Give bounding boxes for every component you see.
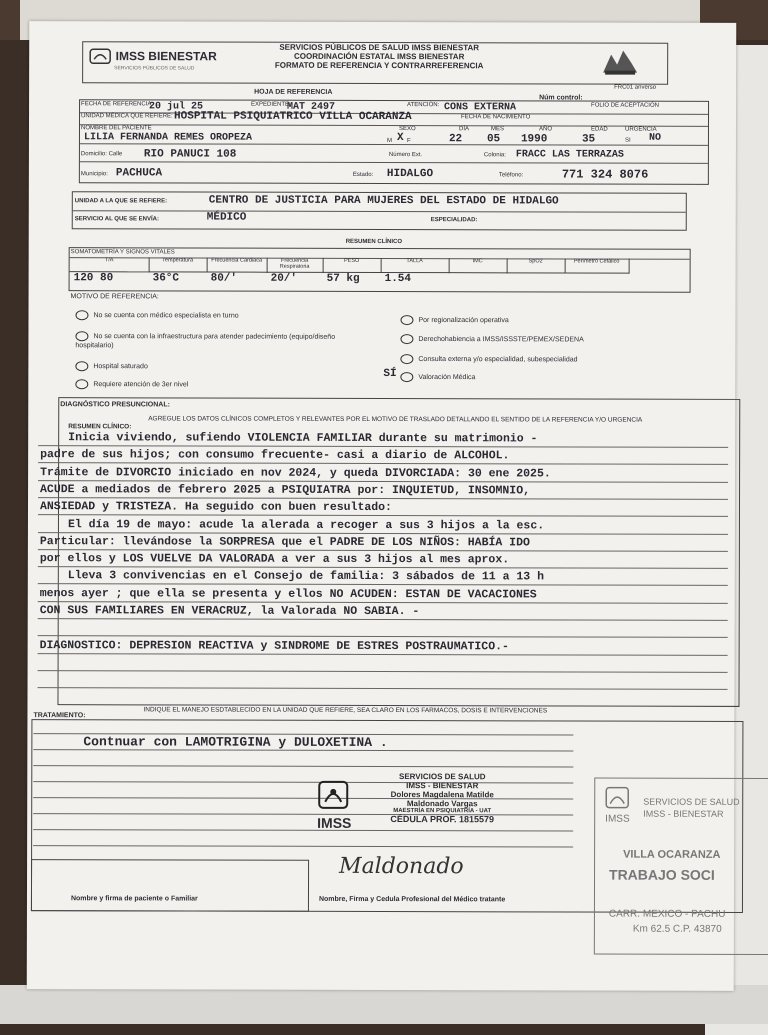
logo — [89, 47, 239, 71]
vitals-header: Frecuencia Respiratoria — [267, 258, 324, 273]
diagnostic-line: menos ayer ; que ella se presenta y ellos NO ACUDEN: ESTAN DE VACACIONES — [39, 586, 537, 602]
nacimiento-label: FECHA DE NACIMIENTO — [461, 114, 531, 121]
vitals-value: 57 kg — [326, 272, 360, 285]
vitals-title: SOMATOMETRÍA Y SIGNOS VITALES — [70, 249, 175, 256]
diagnostico-title: DIAGNÓSTICO PRESUNCIONAL: — [60, 401, 170, 409]
unidad-label: UNIDAD MÉDICA QUE REFIERE: — [81, 113, 173, 120]
resumen-label: RESUMEN CLÍNICO: — [68, 423, 132, 431]
diagnostic-line: ACUDE a mediados de febrero 2025 a PSIQUIATRA por: INQUIETUD, INSOMNIO, — [40, 482, 531, 498]
motivo-option-label: Consulta externa y/o especialidad, subespecialidad — [418, 355, 578, 364]
dia-label: DÍA — [458, 126, 470, 133]
resumen-instruction: AGREGUE LOS DATOS CLÍNICOS COMPLETOS Y RELEVANTES POR EL MOTIVO DE TRASLADO DETALLANDO EL SENTIDO DE LA REFERENCIA Y/O URGENCIA — [148, 415, 643, 424]
stamp2-line-4: TRABAJO SOCI — [609, 866, 715, 883]
bottom-sheet — [0, 985, 768, 1024]
motivo-option — [400, 315, 508, 325]
anio-label: AÑO — [538, 126, 553, 133]
expediente-label: EXPEDIENTE: — [251, 101, 291, 108]
stamp2-imss: IMSS — [605, 813, 630, 825]
municipio-value: PACHUCA — [115, 167, 163, 180]
diagnostic-line: CON SUS FAMILIARES EN VERACRUZ, la Valorada NO SABIA. - — [39, 604, 420, 619]
colonia-value: FRACC LAS TERRAZAS — [515, 149, 624, 161]
diagnostic-line: Particular: llevándose la SORPRESA que el PADRE DE LOS NIÑOS: HABÍA IDO — [39, 534, 530, 550]
vitals-value: 80/' — [210, 272, 238, 285]
especialidad-label: ESPECIALIDAD: — [430, 217, 478, 224]
stamp2-line-3: VILLA OCARANZA — [623, 848, 721, 861]
servicio-value: MÉDICO — [206, 211, 247, 224]
doctor-signature: Maldonado — [339, 853, 464, 880]
vitals-value: 20/' — [270, 272, 298, 285]
stamp2-line-6: Km 62.5 C.P. 43870 — [632, 923, 722, 935]
stamp2-line-2: IMSS - BIENESTAR — [643, 808, 724, 819]
form-code: FRC01 anverso — [614, 84, 657, 91]
fecha-value: 20 jul 25 — [149, 101, 204, 113]
option-circle-icon[interactable] — [400, 372, 413, 382]
diagnostic-line: Trámite de DIVORCIO iniciado en nov 2024, y queda DIVORCIADA: 30 ene 2025. — [40, 465, 551, 481]
sexo-m: M — [386, 138, 392, 145]
motivo-option-label: No se cuenta con médico especialista en turno — [93, 312, 239, 320]
anio-value: 1990 — [520, 133, 548, 146]
stamp2-line-1: SERVICIOS DE SALUD — [643, 796, 740, 807]
atencion-label: ATENCIÓN: — [407, 102, 440, 109]
sexo-label: SEXO — [398, 126, 416, 133]
telefono-value: 771 324 8076 — [561, 167, 649, 182]
option-circle-icon[interactable] — [75, 310, 88, 320]
diagnostic-line: por ellos y LOS VUELVE DA VALORADA a ver a sus 3 hijos al mes aprox. — [39, 552, 510, 567]
dia-value: 22 — [448, 133, 463, 146]
option-circle-icon[interactable] — [400, 315, 413, 325]
domicilio-label: Domicilio: Calle — [80, 151, 123, 158]
stamp2-logo — [605, 787, 630, 825]
imss-logo-icon — [605, 787, 629, 809]
motivo-option — [400, 334, 583, 344]
stamp-line-4: Maldonado Vargas — [406, 799, 478, 809]
state-coat-of-arms-icon — [601, 47, 639, 77]
expediente-value: MAT 2497 — [287, 101, 336, 113]
stamp-line-5: MAESTRÍA EN PSIQUIATRÍA - UAT — [393, 808, 492, 815]
tratamiento-title: TRATAMIENTO: — [33, 712, 86, 720]
telefono-label: Teléfono: — [498, 172, 524, 179]
option-circle-icon[interactable] — [75, 331, 88, 341]
sheet-title: HOJA DE REFERENCIA — [254, 88, 333, 96]
option-circle-icon[interactable] — [400, 354, 413, 364]
stamp-line-3: Dolores Magdalena Matilde — [390, 790, 494, 800]
colonia-label: Colonia: — [483, 152, 506, 159]
folio-label: FOLIO DE ACEPTACIÓN — [591, 102, 659, 109]
stamp-line-6: CÉDULA PROF. 1815579 — [390, 814, 495, 825]
vitals-header: Frecuencia Cardiaca — [207, 258, 268, 273]
motivo-option-label: Requiere atención de 3er nivel — [93, 381, 189, 389]
option-circle-icon[interactable] — [400, 334, 413, 344]
paciente-value: LILIA FERNANDA REMES OROPEZA — [83, 132, 253, 144]
atencion-value: CONS EXTERNA — [444, 102, 517, 114]
imss-eagle-icon — [89, 48, 111, 64]
sexo-f: F — [406, 138, 411, 145]
motivo-mark: SÍ — [383, 368, 397, 381]
urgencia-si: SI — [624, 137, 631, 144]
urgencia-no: NO — [648, 132, 661, 144]
edad-label: EDAD — [590, 126, 608, 133]
motivo-option — [75, 310, 365, 321]
vitals-header: SpO2 — [507, 258, 566, 273]
tratamiento-instruction: INDIQUE EL MANEJO ESDTABLECIDO EN LA UNIDAD QUE REFIERE, SEA CLARO EN LOS FARMACOS, DOSIS E INTERVENCIONES — [143, 706, 548, 715]
motivo-option — [400, 372, 475, 382]
vitals-header: Perímetro Cefálico — [565, 258, 630, 273]
domicilio-value: RIO PANUCI 108 — [143, 148, 237, 161]
imss-stamp-logo — [317, 780, 352, 831]
mes-label: MES — [490, 126, 505, 133]
motivo-option-label: Hospital saturado — [93, 363, 148, 371]
unidad-refiere-value: CENTRO DE JUSTICIA PARA MUJERES DEL ESTADO DE HIDALGO — [208, 194, 559, 208]
vitals-header: PESO — [323, 258, 382, 273]
servicio-label: SERVICIO AL QUE SE ENVÍA: — [74, 216, 160, 223]
header-line-2: COORDINACIÓN ESTATAL IMSS BIENESTAR — [293, 51, 465, 62]
diagnostic-line: padre de sus hijos; con consumo frecuente- casi a diario de ALCOHOL. — [40, 448, 510, 463]
motivo-option-label: Valoración Médica — [418, 373, 476, 382]
logo-text: IMSS BIENESTAR — [115, 49, 217, 64]
motivo-option — [400, 354, 577, 364]
social-work-stamp — [594, 778, 768, 955]
estado-value: HIDALGO — [386, 168, 434, 181]
motivo-option-label: Por regionalización operativa — [418, 316, 509, 325]
header-line-1: SERVICIOS PÚBLICOS DE SALUD IMSS BIENESTAR — [279, 42, 480, 53]
logo-subtitle: SERVICIOS PÚBLICOS DE SALUD — [114, 65, 195, 72]
header-line-3: FORMATO DE REFERENCIA Y CONTRARREFERENCIA — [274, 60, 484, 71]
paciente-label: NOMBRE DEL PACIENTE — [80, 125, 152, 132]
motivo-option-label: Derechohabiencia a IMSS/ISSSTE/PEMEX/SEDENA — [418, 335, 584, 344]
patient-signature-label: Nombre y firma de paciente o Familiar — [70, 895, 198, 903]
diagnostic-line: DIAGNOSTICO: DEPRESION REACTIVA y SINDROME DE ESTRES POSTRAUMATICO.- — [39, 638, 509, 653]
tratamiento-text: Contnuar con LAMOTRIGINA y DULOXETINA . — [83, 734, 388, 751]
vitals-header: TALLA — [381, 258, 450, 273]
stamp2-line-5: CARR. MEXICO - PACHU — [608, 908, 726, 920]
option-circle-icon[interactable] — [75, 361, 88, 371]
header-titles — [244, 43, 514, 71]
unidad-refiere-label: UNIDAD A LA QUE SE REFIERE: — [74, 198, 168, 205]
motivo-option — [75, 379, 365, 390]
patient-signature-box — [31, 859, 309, 912]
option-circle-icon[interactable] — [75, 379, 88, 389]
referral-form-page — [27, 21, 740, 991]
vitals-header: IMC — [449, 258, 508, 273]
motivo-option — [75, 331, 365, 351]
motivo-option — [75, 361, 365, 372]
vitals-value: 120 80 — [73, 272, 114, 285]
edad-value: 35 — [581, 133, 596, 146]
diagnostic-line: Inicia viviendo, sufiendo VIOLENCIA FAMILIAR durante su matrimonio - — [68, 431, 538, 446]
imss-stamp-text: IMSS — [317, 814, 352, 831]
diagnostic-line: Lleva 3 convivencias en el Consejo de familia: 3 sábados de 11 a 13 h — [67, 569, 545, 584]
diagnostic-line: El día 19 de mayo: acude la alerada a recoger a sus 3 hijos a la esc. — [67, 517, 545, 532]
doctor-stamp — [362, 772, 522, 824]
motivo-title: MOTIVO DE REFERENCIA: — [70, 293, 159, 301]
fecha-label: FECHA DE REFERENCIA: — [81, 101, 154, 108]
numext-label: Número Ext. — [388, 152, 423, 159]
stamp-line-1: SERVICIOS DE SALUD — [398, 772, 486, 782]
vitals-header: T/A — [70, 257, 150, 272]
doctor-signature-label: Nombre, Firma y Cedula Profesional del Médico tratante — [318, 895, 506, 904]
urgencia-label: URGENCIA — [624, 126, 657, 133]
unidad-value: HOSPITAL PSIQUIATRICO VILLA OCARANZA — [174, 110, 412, 124]
diagnostic-line: ANSIEDAD y TRISTEZA. Ha seguido con buen resultado: — [39, 500, 392, 515]
resumen-clinico-section: RESUMEN CLÍNICO — [345, 238, 403, 246]
stamp-line-2: IMSS - BIENESTAR — [406, 781, 479, 791]
motivo-option-label: No se cuenta con la infraestructura para atender padecimiento (equipo/diseño hospitalario) — [75, 333, 336, 350]
mes-value: 05 — [486, 133, 501, 146]
vitals-value: 36°C — [152, 272, 180, 285]
vitals-value: 1.54 — [384, 273, 412, 286]
estado-label: Estado: — [352, 171, 374, 178]
imss-logo-icon — [317, 780, 349, 810]
municipio-label: Municipio: — [80, 171, 108, 178]
control-number-label: Núm control: — [539, 94, 583, 102]
vitals-header: Temperatura — [149, 257, 208, 272]
sexo-mark: X — [396, 132, 404, 145]
